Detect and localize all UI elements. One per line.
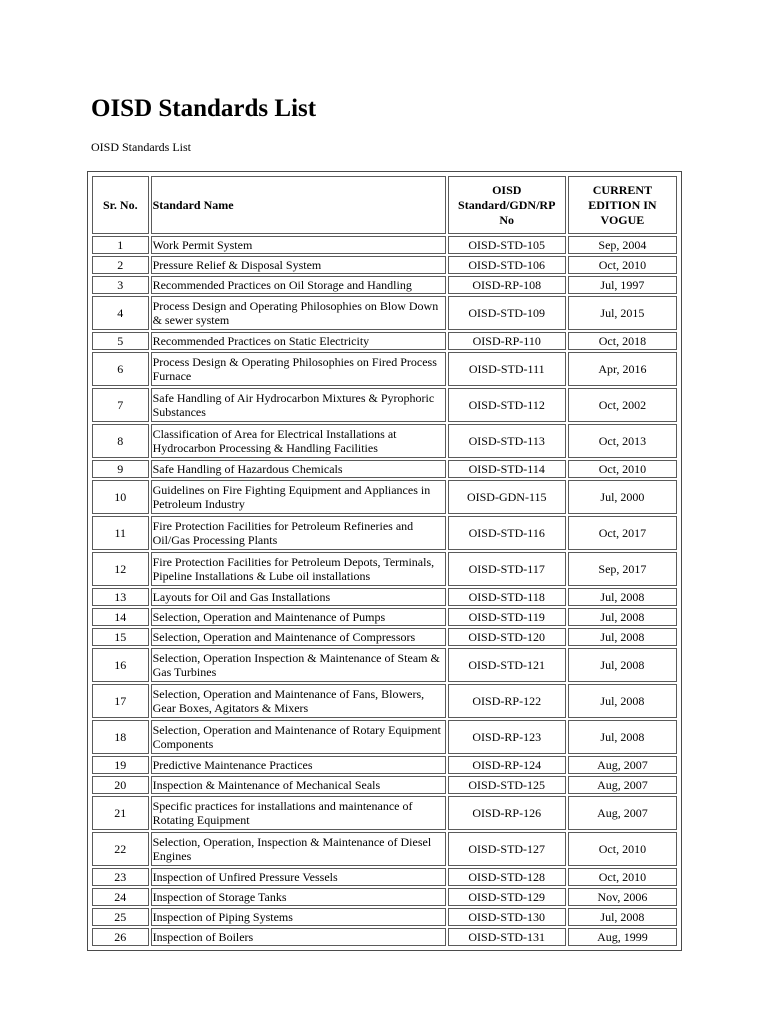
cell-standard-code: OISD-STD-128 <box>448 868 566 886</box>
table-row <box>92 516 677 550</box>
cell-sr-no: 11 <box>92 516 149 550</box>
cell-edition: Jul, 2008 <box>568 908 677 926</box>
cell-standard-name: Predictive Maintenance Practices <box>151 756 446 774</box>
cell-edition: Sep, 2017 <box>568 552 677 586</box>
header-code-line-1: OISD <box>492 182 522 197</box>
table-row <box>92 628 677 646</box>
cell-standard-code: OISD-RP-122 <box>448 684 566 718</box>
table-row <box>92 276 677 294</box>
header-edition-line-1: CURRENT <box>592 182 653 197</box>
cell-standard-name: Safe Handling of Air Hydrocarbon Mixtures & Pyrophoric Substances <box>151 388 446 422</box>
cell-sr-no: 19 <box>92 756 149 774</box>
table-row <box>92 552 677 586</box>
cell-standard-code: OISD-STD-127 <box>448 832 566 866</box>
cell-standard-name: Recommended Practices on Oil Storage and Handling <box>151 276 446 294</box>
cell-standard-code: OISD-STD-120 <box>448 628 566 646</box>
cell-edition: Aug, 1999 <box>568 928 677 946</box>
header-code-line-2: Standard/GDN/RP <box>458 197 556 212</box>
table-row <box>92 388 677 422</box>
header-current-edition <box>568 176 677 234</box>
table-row <box>92 480 677 514</box>
cell-sr-no: 6 <box>92 352 149 386</box>
cell-standard-name: Inspection of Piping Systems <box>151 908 446 926</box>
cell-sr-no: 20 <box>92 776 149 794</box>
cell-edition: Apr, 2016 <box>568 352 677 386</box>
cell-edition: Jul, 1997 <box>568 276 677 294</box>
standards-table-frame <box>87 171 682 951</box>
cell-sr-no: 8 <box>92 424 149 458</box>
table-row <box>92 236 677 254</box>
cell-standard-name: Selection, Operation Inspection & Maintenance of Steam & Gas Turbines <box>151 648 446 682</box>
cell-standard-name: Selection, Operation and Maintenance of Compressors <box>151 628 446 646</box>
cell-standard-code: OISD-STD-111 <box>448 352 566 386</box>
cell-standard-code: OISD-STD-125 <box>448 776 566 794</box>
header-code-line-3: No <box>499 212 515 227</box>
table-row <box>92 756 677 774</box>
table-row <box>92 908 677 926</box>
cell-edition: Jul, 2000 <box>568 480 677 514</box>
table-row <box>92 832 677 866</box>
cell-edition: Oct, 2017 <box>568 516 677 550</box>
table-row <box>92 256 677 274</box>
cell-edition: Oct, 2002 <box>568 388 677 422</box>
cell-standard-name: Inspection & Maintenance of Mechanical Seals <box>151 776 446 794</box>
cell-sr-no: 5 <box>92 332 149 350</box>
cell-standard-name: Safe Handling of Hazardous Chemicals <box>151 460 446 478</box>
cell-standard-code: OISD-STD-106 <box>448 256 566 274</box>
cell-standard-code: OISD-STD-109 <box>448 296 566 330</box>
table-row <box>92 332 677 350</box>
cell-standard-name: Selection, Operation and Maintenance of Fans, Blowers, Gear Boxes, Agitators & Mixers <box>151 684 446 718</box>
header-standard-code <box>448 176 566 234</box>
cell-edition: Aug, 2007 <box>568 776 677 794</box>
cell-standard-name: Recommended Practices on Static Electricity <box>151 332 446 350</box>
cell-sr-no: 17 <box>92 684 149 718</box>
cell-standard-name: Process Design & Operating Philosophies on Fired Process Furnace <box>151 352 446 386</box>
cell-edition: Jul, 2008 <box>568 608 677 626</box>
cell-standard-name: Classification of Area for Electrical Installations at Hydrocarbon Processing & Handling Facilities <box>151 424 446 458</box>
table-row <box>92 684 677 718</box>
cell-sr-no: 21 <box>92 796 149 830</box>
table-row <box>92 776 677 794</box>
cell-edition: Sep, 2004 <box>568 236 677 254</box>
table-row <box>92 460 677 478</box>
header-edition-line-2: EDITION IN <box>588 197 657 212</box>
cell-standard-code: OISD-STD-116 <box>448 516 566 550</box>
cell-standard-code: OISD-STD-121 <box>448 648 566 682</box>
cell-sr-no: 9 <box>92 460 149 478</box>
standards-table <box>90 174 679 948</box>
page-subtitle: OISD Standards List <box>91 140 191 154</box>
table-row <box>92 352 677 386</box>
cell-sr-no: 18 <box>92 720 149 754</box>
table-row <box>92 796 677 830</box>
table-row <box>92 928 677 946</box>
cell-edition: Jul, 2008 <box>568 648 677 682</box>
cell-sr-no: 16 <box>92 648 149 682</box>
cell-edition: Aug, 2007 <box>568 756 677 774</box>
table-row <box>92 648 677 682</box>
cell-standard-code: OISD-RP-123 <box>448 720 566 754</box>
cell-edition: Oct, 2018 <box>568 332 677 350</box>
cell-edition: Oct, 2010 <box>568 868 677 886</box>
table-row <box>92 296 677 330</box>
cell-sr-no: 24 <box>92 888 149 906</box>
cell-standard-code: OISD-STD-119 <box>448 608 566 626</box>
cell-standard-code: OISD-STD-113 <box>448 424 566 458</box>
cell-standard-name: Process Design and Operating Philosophies on Blow Down & sewer system <box>151 296 446 330</box>
cell-standard-name: Inspection of Boilers <box>151 928 446 946</box>
cell-sr-no: 2 <box>92 256 149 274</box>
cell-standard-code: OISD-STD-130 <box>448 908 566 926</box>
cell-edition: Jul, 2008 <box>568 684 677 718</box>
cell-standard-code: OISD-GDN-115 <box>448 480 566 514</box>
cell-standard-name: Selection, Operation and Maintenance of Pumps <box>151 608 446 626</box>
cell-sr-no: 26 <box>92 928 149 946</box>
cell-sr-no: 10 <box>92 480 149 514</box>
cell-standard-name: Inspection of Storage Tanks <box>151 888 446 906</box>
cell-edition: Oct, 2010 <box>568 256 677 274</box>
table-row <box>92 720 677 754</box>
page-title: OISD Standards List <box>91 95 317 122</box>
cell-standard-code: OISD-STD-105 <box>448 236 566 254</box>
cell-sr-no: 25 <box>92 908 149 926</box>
header-sr-no: Sr. No. <box>92 176 149 234</box>
cell-edition: Aug, 2007 <box>568 796 677 830</box>
cell-sr-no: 12 <box>92 552 149 586</box>
cell-standard-name: Selection, Operation, Inspection & Maintenance of Diesel Engines <box>151 832 446 866</box>
cell-standard-name: Layouts for Oil and Gas Installations <box>151 588 446 606</box>
cell-sr-no: 13 <box>92 588 149 606</box>
cell-sr-no: 15 <box>92 628 149 646</box>
cell-standard-name: Fire Protection Facilities for Petroleum Refineries and Oil/Gas Processing Plants <box>151 516 446 550</box>
cell-standard-code: OISD-STD-114 <box>448 460 566 478</box>
table-row <box>92 424 677 458</box>
cell-edition: Jul, 2008 <box>568 628 677 646</box>
cell-standard-code: OISD-RP-110 <box>448 332 566 350</box>
cell-standard-code: OISD-RP-124 <box>448 756 566 774</box>
table-row <box>92 868 677 886</box>
cell-sr-no: 3 <box>92 276 149 294</box>
cell-standard-code: OISD-RP-126 <box>448 796 566 830</box>
cell-sr-no: 4 <box>92 296 149 330</box>
header-edition-line-3: VOGUE <box>600 212 645 227</box>
cell-standard-name: Fire Protection Facilities for Petroleum Depots, Terminals, Pipeline Installations & Lube oil installations <box>151 552 446 586</box>
cell-sr-no: 22 <box>92 832 149 866</box>
cell-sr-no: 7 <box>92 388 149 422</box>
cell-standard-code: OISD-STD-112 <box>448 388 566 422</box>
cell-standard-name: Pressure Relief & Disposal System <box>151 256 446 274</box>
cell-edition: Jul, 2008 <box>568 720 677 754</box>
cell-edition: Oct, 2010 <box>568 460 677 478</box>
cell-edition: Oct, 2010 <box>568 832 677 866</box>
cell-standard-code: OISD-STD-131 <box>448 928 566 946</box>
cell-standard-code: OISD-STD-129 <box>448 888 566 906</box>
cell-standard-name: Specific practices for installations and maintenance of Rotating Equipment <box>151 796 446 830</box>
cell-standard-name: Guidelines on Fire Fighting Equipment and Appliances in Petroleum Industry <box>151 480 446 514</box>
cell-standard-name: Selection, Operation and Maintenance of Rotary Equipment Components <box>151 720 446 754</box>
cell-edition: Nov, 2006 <box>568 888 677 906</box>
cell-edition: Jul, 2015 <box>568 296 677 330</box>
cell-sr-no: 23 <box>92 868 149 886</box>
table-row <box>92 608 677 626</box>
table-row <box>92 888 677 906</box>
table-row <box>92 588 677 606</box>
header-standard-name: Standard Name <box>151 176 446 234</box>
cell-standard-name: Inspection of Unfired Pressure Vessels <box>151 868 446 886</box>
cell-standard-code: OISD-RP-108 <box>448 276 566 294</box>
cell-standard-name: Work Permit System <box>151 236 446 254</box>
cell-sr-no: 14 <box>92 608 149 626</box>
cell-standard-code: OISD-STD-117 <box>448 552 566 586</box>
cell-edition: Jul, 2008 <box>568 588 677 606</box>
cell-edition: Oct, 2013 <box>568 424 677 458</box>
cell-standard-code: OISD-STD-118 <box>448 588 566 606</box>
table-header-row <box>92 176 677 234</box>
cell-sr-no: 1 <box>92 236 149 254</box>
